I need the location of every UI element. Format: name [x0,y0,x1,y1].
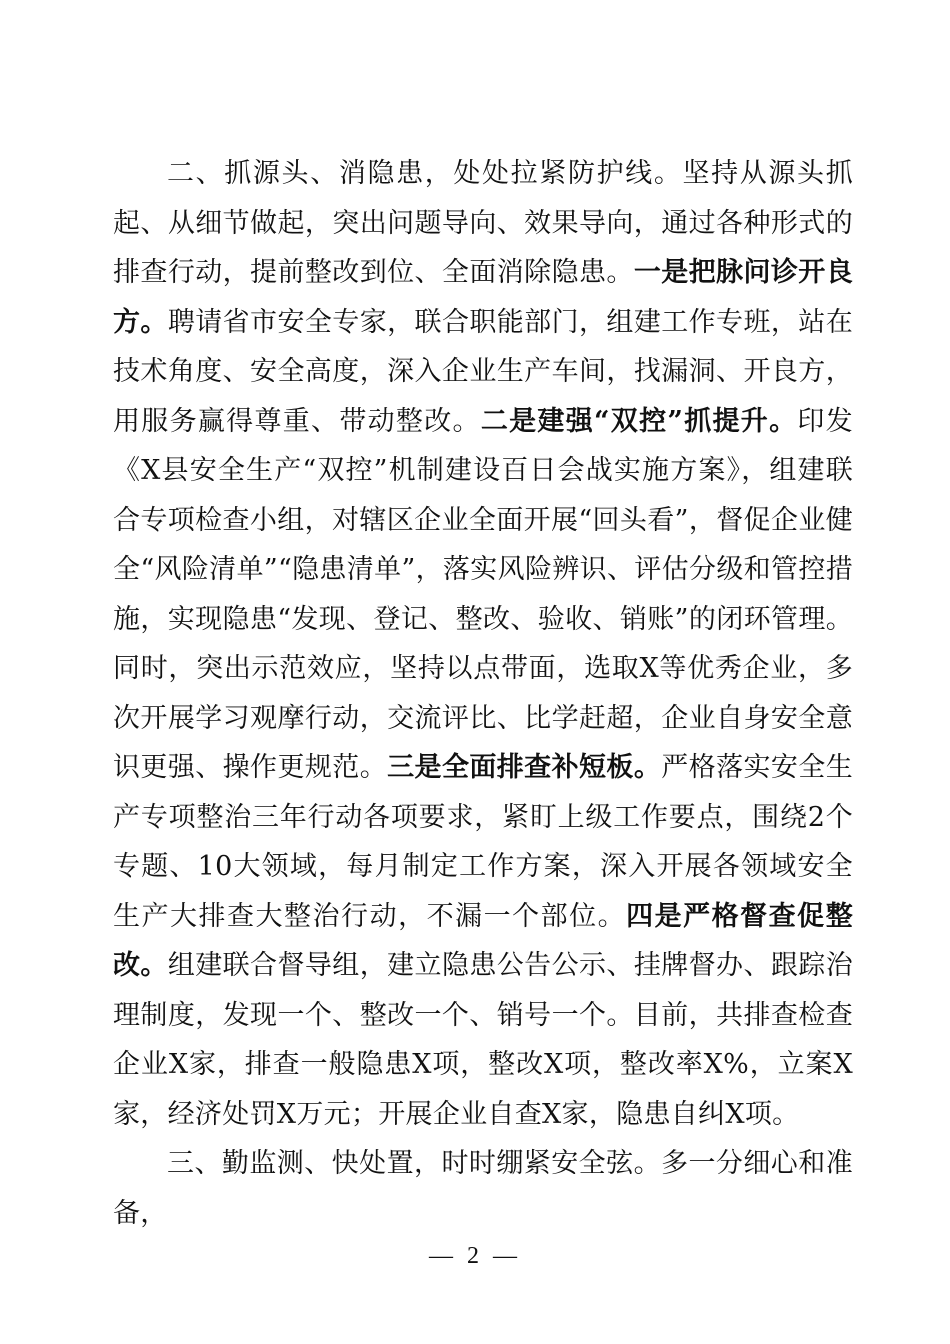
text-segment: 严格落实安全生产专项整治三年行动各项要求，紧盯上级工作要点，围绕2个专题、10大领域，每月制定工作方案，深入开展各领域安全生产大排查大整治行动，不漏一个部位。 [113,752,854,932]
bold-lead-three: 三是全面排查补短板。 [387,752,662,783]
text-segment: 聘请省市安全专家，联合职能部门，组建工作专班，站在技术角度、安全高度，深入企业生产车间，找漏洞、开良方，用服务赢得尊重、带动整改。 [113,306,853,437]
paragraph-section-three [113,1139,853,1238]
document-body [113,149,853,1238]
bold-lead-one: 一是把脉问诊开良方。 [113,257,853,338]
bold-lead-two: 二是建强“双控”抓提升。 [480,405,798,437]
text-segment: 组建联合督导组，建立隐患公告公示、挂牌督办、跟踪治理制度，发现一个、整改一个、销号一个。目前，共排查检查企业X家，排查一般隐患X项，整改X项，整改率X%，立案X家，经济处罚X万元；开展企业自查X家，隐患自纠X项。 [113,950,853,1130]
page-number: — 2 — [429,1243,521,1269]
text-segment: 二、抓源头、消隐患，处处拉紧防护线。坚持从源头抓起、从细节做起，突出问题导向、效果导向，通过各种形式的排查行动，提前整改到位、全面消除隐患。 [113,158,853,288]
bold-lead-four: 四是严格督查促整改。 [113,900,853,981]
text-segment: 印发《X县安全生产“双控”机制建设百日会战实施方案》，组建联合专项检查小组，对辖区企业全面开展“回头看”，督促企业健全“风险清单”“隐患清单”，落实风险辨识、评估分级和管控措施，实现隐患“发现、登记、整改、验收、销账”的闭环管理。同时，突出示范效应，坚持以点带面，选取X等优秀企业，多次开展学习观摩行动，交流评比、比学赶超，企业自身安全意识更强、操作更规范。 [113,405,853,783]
paragraph-section-two [113,149,853,1139]
text-segment: 三、勤监测、快处置，时时绷紧安全弦。多一分细心和准备， [113,1148,853,1229]
